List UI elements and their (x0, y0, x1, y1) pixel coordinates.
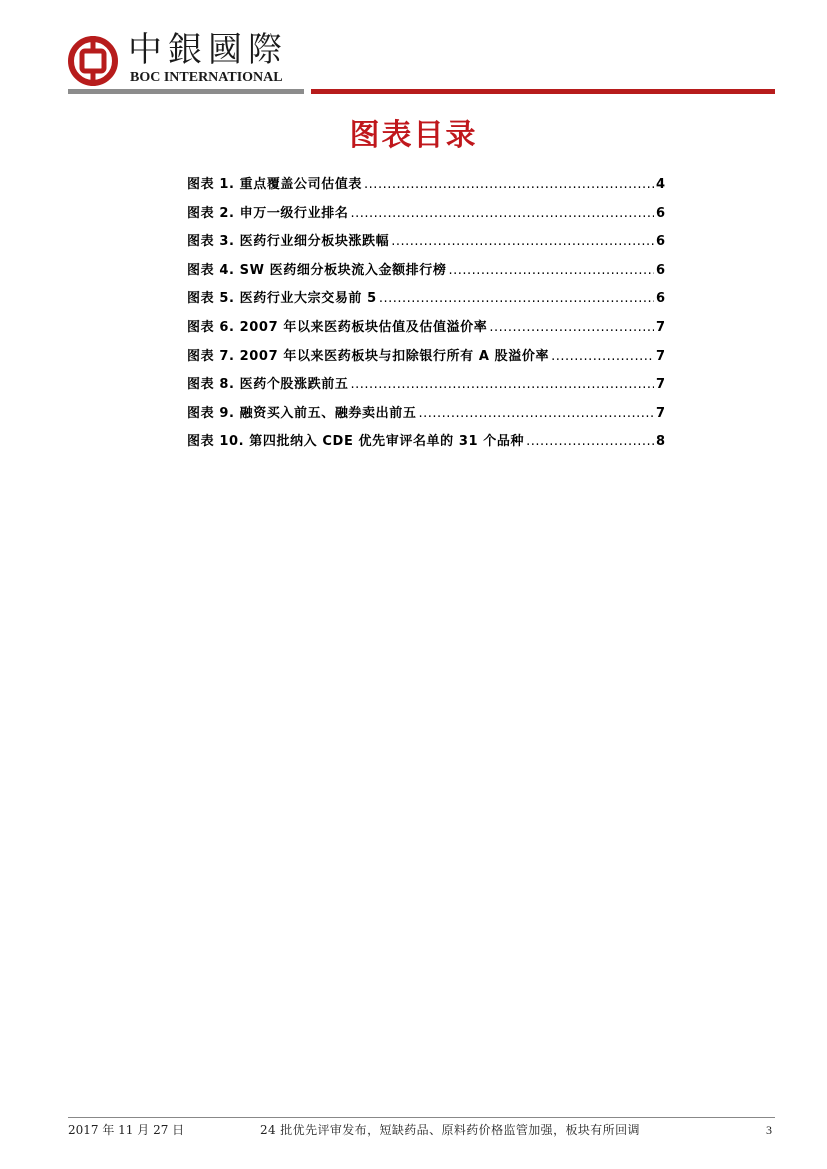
toc-item[interactable] (187, 372, 665, 401)
toc-dot-leader (379, 286, 654, 312)
toc-dot-leader (526, 429, 654, 455)
toc-item[interactable] (187, 429, 665, 458)
toc-dot-leader (350, 372, 654, 398)
toc-item-label: 图表 4. SW 医药细分板块流入金额排行榜 (187, 262, 447, 278)
toc-dot-leader (489, 315, 654, 341)
header-gray-rule (68, 89, 304, 94)
toc-item[interactable] (187, 229, 665, 258)
toc-item-page: 7 (655, 405, 665, 421)
toc-item-page: 8 (655, 434, 665, 450)
toc-item-page: 7 (655, 348, 665, 364)
toc-item[interactable] (187, 401, 665, 430)
toc-item[interactable] (187, 201, 665, 230)
toc-item-label: 图表 5. 医药行业大宗交易前 5 (187, 291, 377, 307)
toc-item-page: 6 (655, 291, 665, 307)
toc-item-label: 图表 6. 2007 年以来医药板块估值及估值溢价率 (187, 319, 488, 335)
toc-item[interactable] (187, 258, 665, 287)
toc-item-page: 4 (655, 177, 665, 192)
toc-item-label: 图表 1. 重点覆盖公司估值表 (187, 177, 363, 192)
toc-dot-leader (350, 201, 654, 227)
toc-item[interactable] (187, 344, 665, 373)
logo-english-name: BOC INTERNATIONAL (130, 70, 283, 85)
toc-dot-leader (448, 258, 653, 284)
header-red-rule (311, 89, 775, 94)
toc-title: 图表目录 (349, 118, 478, 153)
logo-chinese-name: 中銀國際 (128, 30, 288, 70)
footer-report-title: 24 批优先评审发布，短缺药品、原料药价格监管加强，板块有所回调 (260, 1123, 640, 1137)
toc-item-page: 6 (655, 262, 665, 278)
footer-page-number: 3 (766, 1123, 772, 1137)
toc-dot-leader (364, 172, 654, 198)
toc-item[interactable] (187, 172, 665, 201)
boc-logo-icon (68, 36, 118, 86)
toc-item-label: 图表 3. 医药行业细分板块涨跌幅 (187, 234, 390, 250)
toc-item[interactable] (187, 286, 665, 315)
toc-list (187, 172, 665, 458)
toc-dot-leader (391, 229, 654, 255)
toc-item[interactable] (187, 315, 665, 344)
toc-item-page: 6 (655, 205, 665, 221)
toc-item-page: 7 (655, 377, 665, 393)
toc-item-label: 图表 10. 第四批纳入 CDE 优先审评名单的 31 个品种 (187, 434, 525, 450)
toc-item-label: 图表 9. 融资买入前五、融券卖出前五 (187, 405, 417, 421)
boc-international-logo (68, 30, 308, 86)
toc-item-label: 图表 8. 医药个股涨跌前五 (187, 377, 349, 393)
footer-date: 2017 年 11 月 27 日 (68, 1123, 185, 1137)
toc-dot-leader (551, 344, 654, 370)
toc-item-label: 图表 7. 2007 年以来医药板块与扣除银行所有 A 股溢价率 (187, 348, 550, 364)
toc-item-page: 6 (655, 234, 665, 250)
toc-item-page: 7 (655, 319, 665, 335)
toc-dot-leader (418, 401, 654, 427)
toc-item-label: 图表 2. 申万一级行业排名 (187, 205, 349, 221)
footer-rule (68, 1117, 775, 1118)
